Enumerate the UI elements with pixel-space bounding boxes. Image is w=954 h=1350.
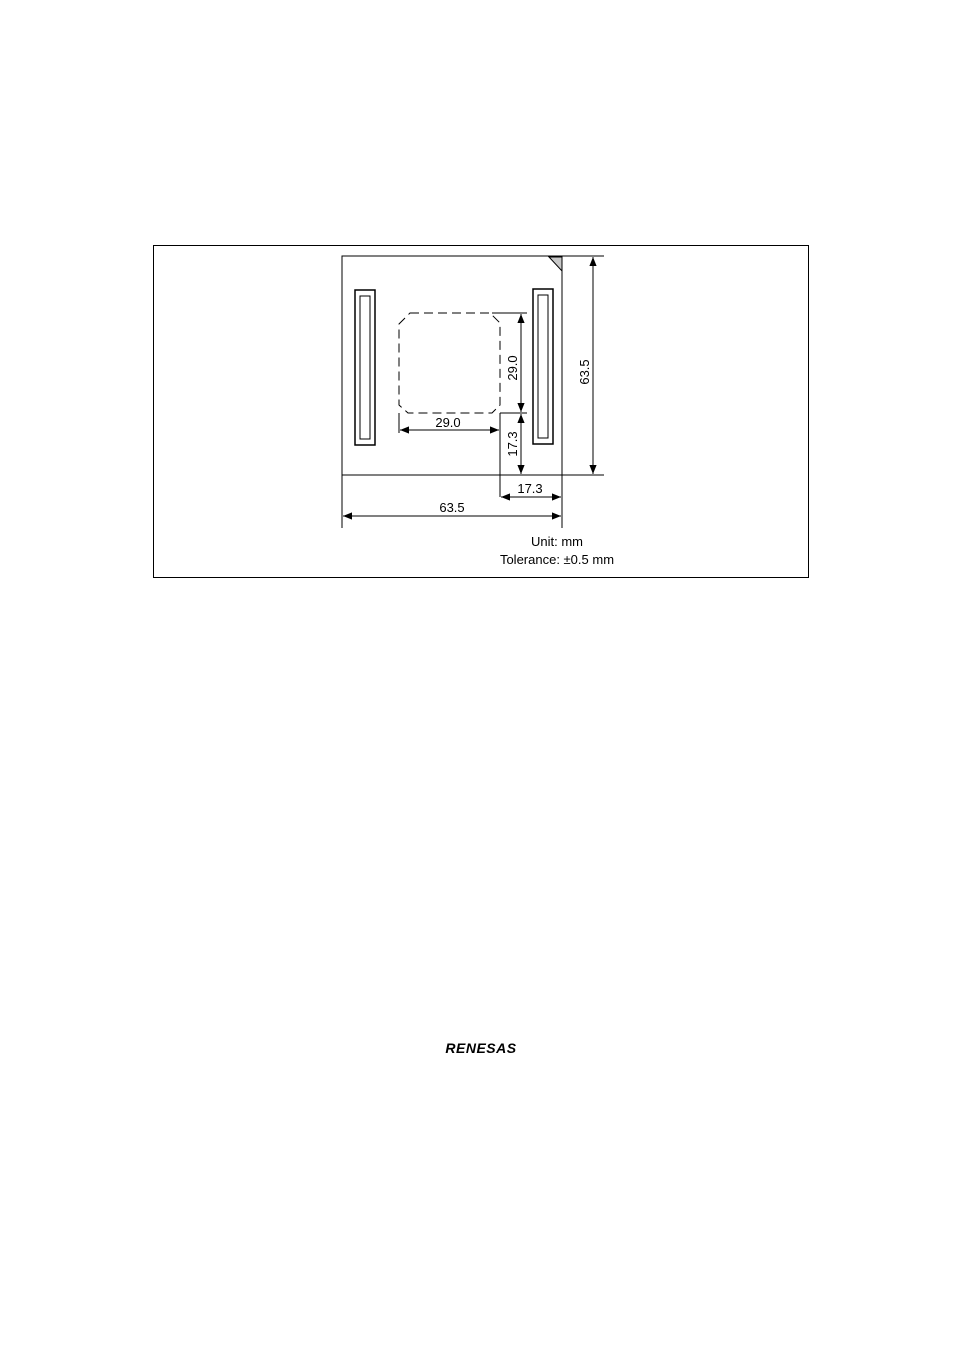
right-connector [533, 289, 553, 444]
svg-text:RENESAS: RENESAS [445, 1040, 517, 1056]
dim-label-offset-vertical: 17.3 [505, 431, 520, 457]
tolerance-text: Tolerance: ±0.5 mm [499, 552, 615, 567]
unit-text: Unit: mm [531, 534, 583, 549]
corner-index-mark [549, 257, 562, 271]
socket-outline [399, 313, 500, 413]
units-note [470, 533, 644, 569]
left-connector [355, 290, 375, 445]
dim-label-board-width: 63.5 [439, 500, 465, 515]
extension-lines [342, 256, 604, 528]
dim-label-socket-height: 29.0 [505, 355, 520, 381]
dim-label-board-height: 63.5 [577, 359, 592, 385]
dimension-lines [343, 257, 593, 516]
dim-label-offset-horizontal: 17.3 [517, 481, 543, 496]
dim-label-socket-width: 29.0 [435, 415, 461, 430]
renesas-logo [445, 1040, 516, 1056]
